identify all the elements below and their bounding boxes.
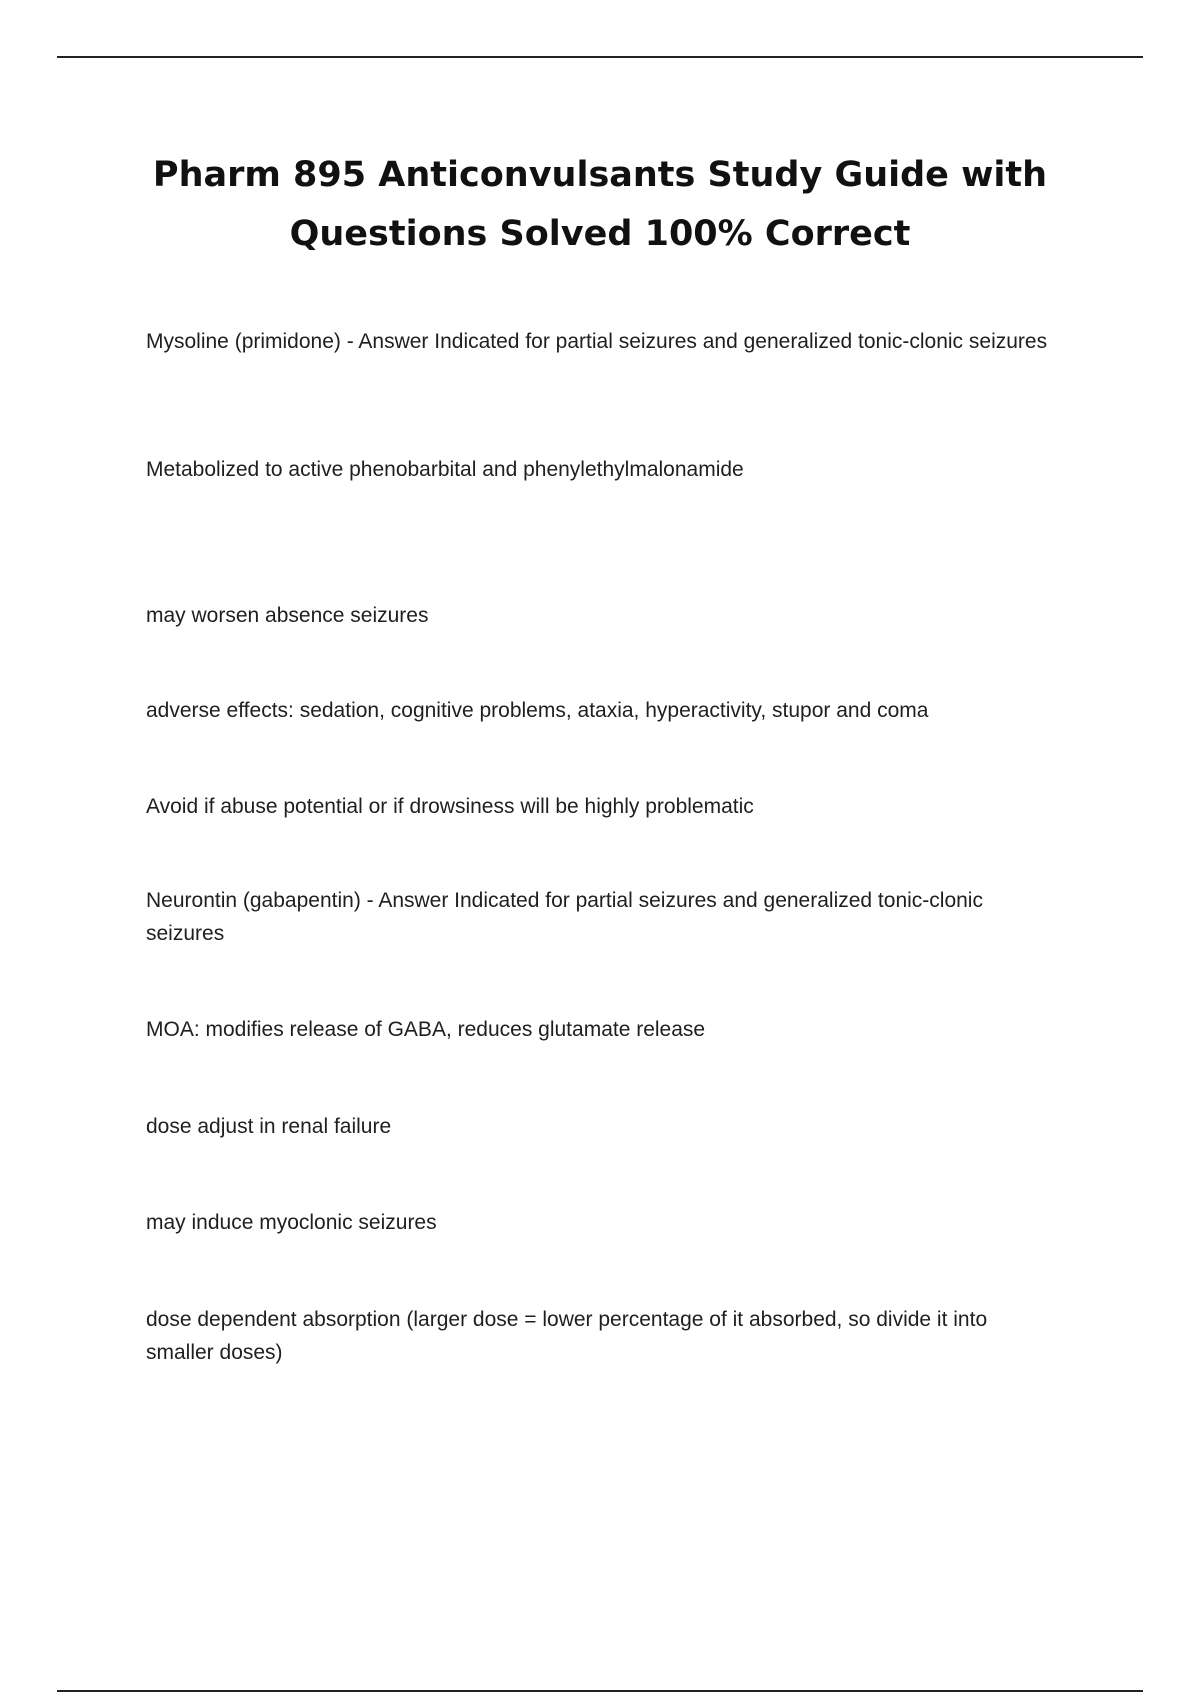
study-entry: may worsen absence seizures: [146, 604, 429, 627]
study-entry: MOA: modifies release of GABA, reduces glutamate release: [146, 1018, 706, 1041]
study-entry: Avoid if abuse potential or if drowsiness will be highly problematic: [146, 795, 754, 818]
study-entry: adverse effects: sedation, cognitive problems, ataxia, hyperactivity, stupor and coma: [146, 699, 929, 722]
study-entry: dose dependent absorption (larger dose = lower percentage of it absorbed, so divide it into smaller doses): [146, 1308, 988, 1364]
document-title: Pharm 895 Anticonvulsants Study Guide with Questions Solved 100% Correct: [152, 155, 1048, 254]
header-rule: [57, 56, 1143, 58]
study-entry: dose adjust in renal failure: [146, 1115, 392, 1138]
study-entry: Metabolized to active phenobarbital and phenylethylmalonamide: [146, 458, 744, 481]
study-entry: Mysoline (primidone) - Answer Indicated for partial seizures and generalized tonic-clonic seizures: [146, 330, 1048, 353]
footer-rule: [57, 1690, 1143, 1692]
study-entry: may induce myoclonic seizures: [146, 1211, 437, 1234]
study-entry: Neurontin (gabapentin) - Answer Indicated for partial seizures and generalized tonic-clonic seizures: [146, 889, 983, 945]
